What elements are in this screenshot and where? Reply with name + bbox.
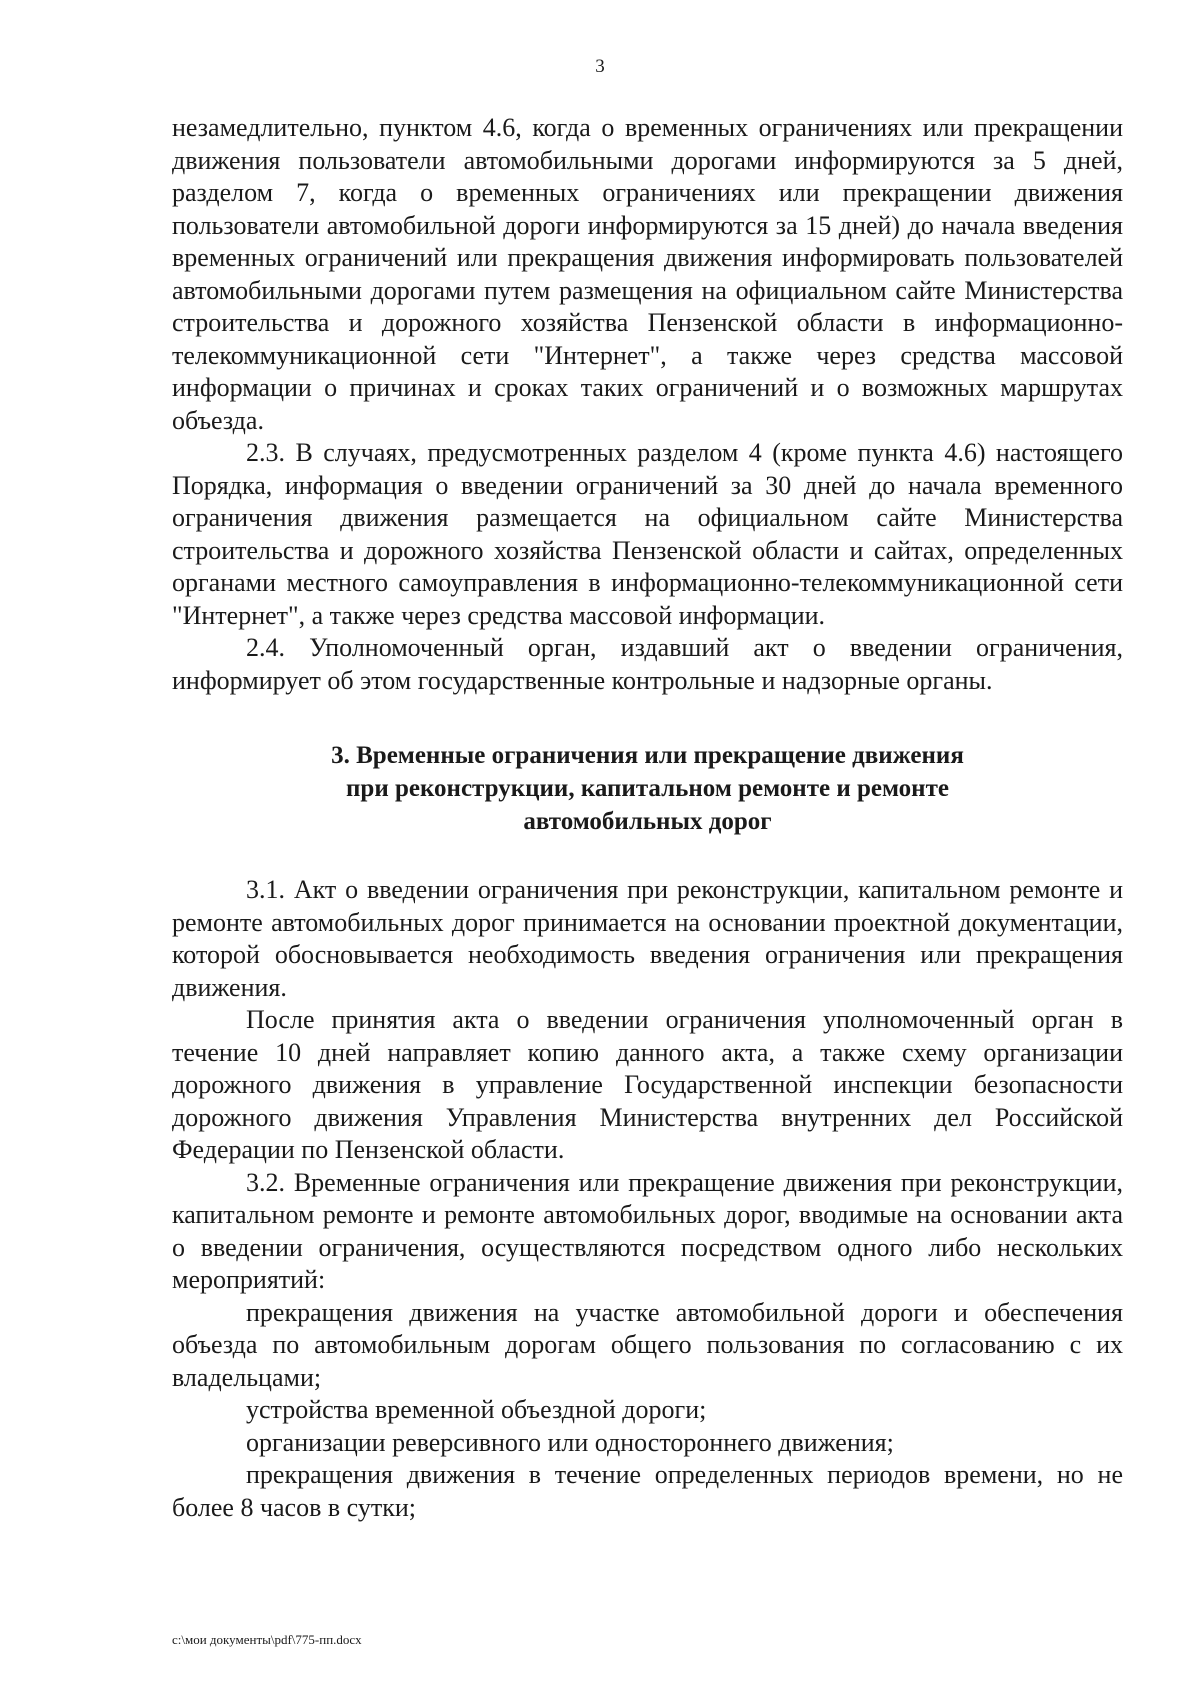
paragraph-2-3: 2.3. В случаях, предусмотренных разделом 4 (кроме пункта 4.6) настоящего Порядка, информация о введении ограничений за 30 дней до начала временного ограничения движения размещается на официальном сайте Министерства строительства и дорожного хозяйства Пензенской области и сайтах, определенных органами местного самоуправления в информационно-телекоммуникационной сети "Интернет", а также через средства массовой информации. [172, 438, 1123, 630]
paragraph-after-act: После принятия акта о введении ограничения уполномоченный орган в течение 10 дней направляет копию данного акта, а также схему организации дорожного движения в управление Государственной инспекции безопасности дорожного движения Управления Министерства внутренних дел Российской Федерации по Пензенской области. [172, 1005, 1123, 1164]
section-heading-line-2: при реконструкции, капитальном ремонте и ремонте [346, 775, 949, 802]
paragraph-3-1: 3.1. Акт о введении ограничения при реконструкции, капитальном ремонте и ремонте автомобильных дорог принимается на основании проектной документации, которой обосновывается необходимость введения ограничения или прекращения движения. [172, 875, 1123, 1002]
page-number: 3 [595, 56, 605, 77]
paragraph-3-2: 3.2. Временные ограничения или прекращение движения при реконструкции, капитальном ремонте и ремонте автомобильных дорог, вводимые на основании акта о введении ограничения, осуществляются посредством одного либо нескольких мероприятий: [172, 1167, 1123, 1294]
list-item-time-periods: прекращения движения в течение определенных периодов времени, но не более 8 часов в сутки; [172, 1460, 1123, 1522]
footer-file-path: c:\мои документы\pdf\775-пп.docx [172, 1632, 362, 1647]
paragraph-2-4: 2.4. Уполномоченный орган, издавший акт о введении ограничения, информирует об этом государственные контрольные и надзорные органы. [172, 633, 1123, 695]
list-item-temporary-road: устройства временной объездной дороги; [246, 1395, 707, 1424]
document-body [172, 112, 1123, 1524]
section-heading-line-1: 3. Временные ограничения или прекращение движения [331, 742, 964, 769]
list-item-reversible-traffic: организации реверсивного или одностороннего движения; [246, 1427, 894, 1457]
section-heading-line-3: автомобильных дорог [523, 808, 772, 835]
section-3-heading [172, 739, 1123, 838]
list-item-detour: прекращения движения на участке автомобильной дороги и обеспечения объезда по автомобильным дорогам общего пользования по согласованию с их владельцами; [172, 1297, 1123, 1392]
paragraph-top-1: незамедлительно, пунктом 4.6, когда о временных ограничениях или прекращении движения пользователи автомобильными дорогами информируются за 5 дней, разделом 7, когда о временных ограничениях или прекращении движения пользователи автомобильной дороги информируются за 15 дней) до начала введения временных ограничений или прекращения движения информировать пользователей автомобильными дорогами путем размещения на официальном сайте Министерства строительства и дорожного хозяйства Пензенской области в информационно-телекоммуникационной сети "Интернет", а также через средства массовой информации о причинах и сроках таких ограничений и о возможных маршрутах объезда. [172, 113, 1123, 435]
